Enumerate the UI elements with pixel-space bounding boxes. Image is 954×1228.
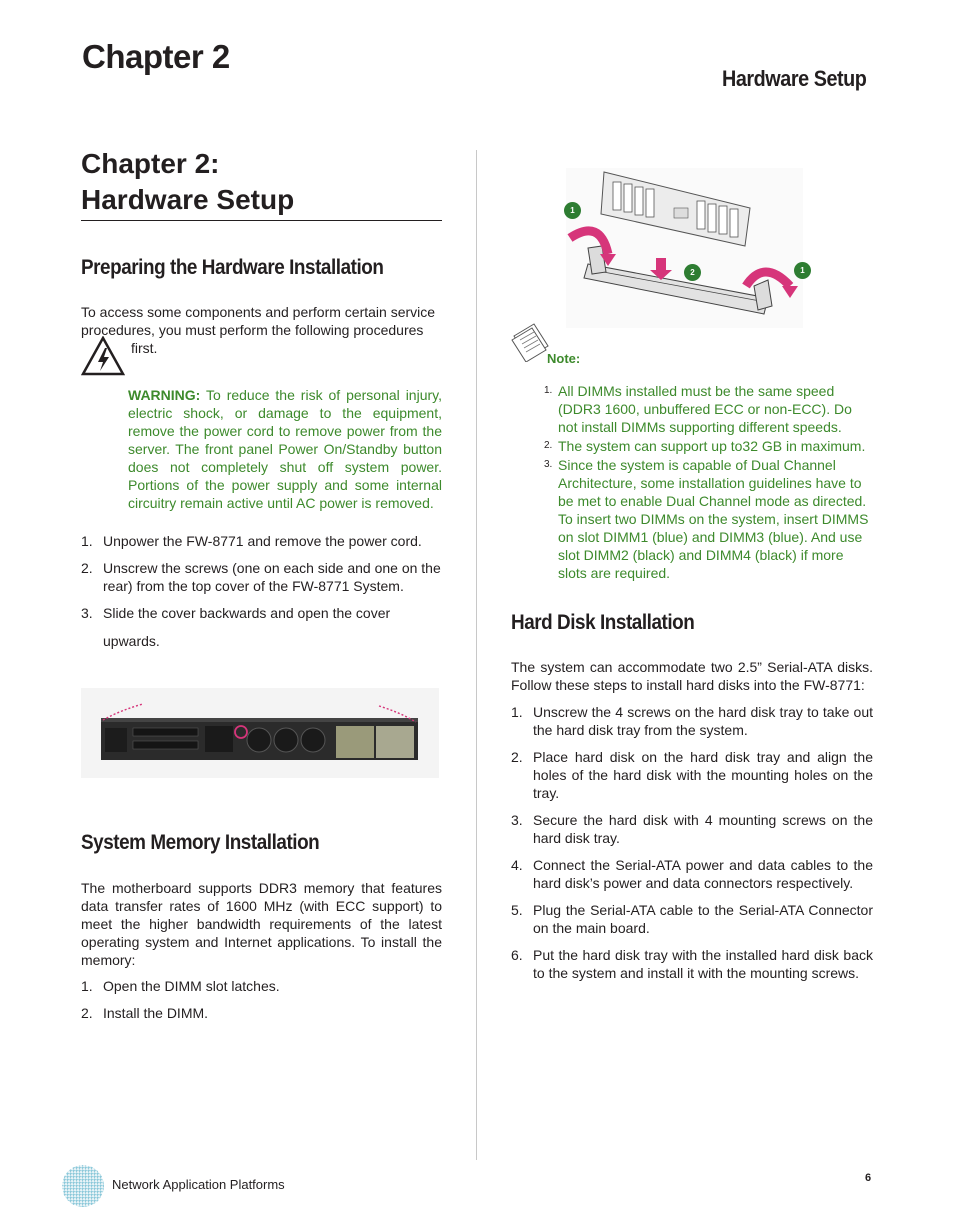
warning-icon [81,336,125,376]
chapter-header: Chapter 2 [82,38,230,75]
list-item: 2. Unscrew the screws (one on each side and one on the rear) from the top cover of the FW-8771 System. [81,560,441,594]
list-item: 1. Open the DIMM slot latches. [81,978,280,994]
prep-heading: Preparing the Hardware Installation [81,256,384,279]
page-title [81,146,442,221]
memory-steps [81,977,442,1022]
prep-intro-line-1: To access some components and perform certain service [81,304,436,320]
list-item: 4. Connect the Serial-ATA power and data cables to the hard disk’s power and data connectors respectively. [511,857,873,891]
hdd-heading: Hard Disk Installation [511,611,695,634]
step-badge-2: 2 [684,264,701,281]
warning-label: WARNING: [128,387,201,403]
section-header: Hardware Setup [722,66,867,91]
footer-text: Network Application Platforms [112,1177,285,1192]
note-icon [510,320,550,362]
list-item: 1. Unpower the FW-8771 and remove the power cord. [81,533,422,549]
chassis-rear-image [81,688,439,778]
list-item: 3. Secure the hard disk with 4 mounting screws on the hard disk tray. [511,812,873,846]
step-badge-3: 1 [794,262,811,279]
memory-text: The motherboard supports DDR3 memory that features data transfer rates of 1600 MHz (with ECC support) to meet the higher bandwidth requirements of the latest operating system and Internet applications. To install the memory: [81,880,442,968]
list-item: 5. Plug the Serial-ATA cable to the Serial-ATA Connector on the main board. [511,902,873,936]
list-item: 1. Unscrew the 4 screws on the hard disk tray to take out the hard disk tray from the system. [511,704,873,738]
list-item: 3. Slide the cover backwards and open the cover [81,605,391,621]
prep-steps [81,532,442,622]
column-divider [476,150,477,1160]
hdd-text: The system can accommodate two 2.5” Serial-ATA disks. Follow these steps to install hard disks into the FW-8771: [511,659,873,693]
list-item: 6. Put the hard disk tray with the installed hard disk back to the system and install it with the mounting screws. [511,947,873,981]
hdd-steps [511,703,873,982]
prep-intro-line-2: procedures, you must perform the following procedures [81,322,424,338]
warning-text: To reduce the risk of personal injury, electric shock, or damage to the equipment, remove the power cord to remove power from the server. The front panel Power On/Standby button does not completely shut off system power. Portions of the power supply and some internal circuitry remain active until AC power is removed. [128,387,442,511]
step-badge-1: 1 [564,202,581,219]
memory-heading: System Memory Installation [81,831,320,854]
list-item: 2. The system can support up to32 GB in maximum. [544,438,866,454]
list-item: 3. Since the system is capable of Dual Channel Architecture, some installation guidelines have to be met to enable Dual Channel mode as directed. To insert two DIMMs on the system, insert DIMMS on slot DIMM1 (blue) and DIMM3 (blue). And use slot DIMM2 (black) and DIMM4 (black) if more slots are required. [544,457,869,581]
page-number: 6 [865,1172,872,1184]
prep-intro-line-3: first. [131,340,158,356]
title-line-1: Chapter 2: [81,148,220,179]
list-item: 1. All DIMMs installed must be the same speed (DDR3 1600, unbuffered ECC or non-ECC). Do not install DIMMs supporting different speeds. [544,383,852,435]
list-item: 2. Place hard disk on the hard disk tray and align the holes of the hard disk with the mounting holes on the tray. [511,749,873,801]
note-list [546,382,872,582]
prep-intro [81,303,442,357]
list-item: 2. Install the DIMM. [81,1005,209,1021]
warning-block [128,386,442,512]
company-logo [60,1163,106,1209]
title-line-2: Hardware Setup [81,184,295,215]
step3-continuation: upwards. [103,633,160,649]
dimm-install-figure [558,168,803,328]
note-label: Note: [547,351,581,366]
